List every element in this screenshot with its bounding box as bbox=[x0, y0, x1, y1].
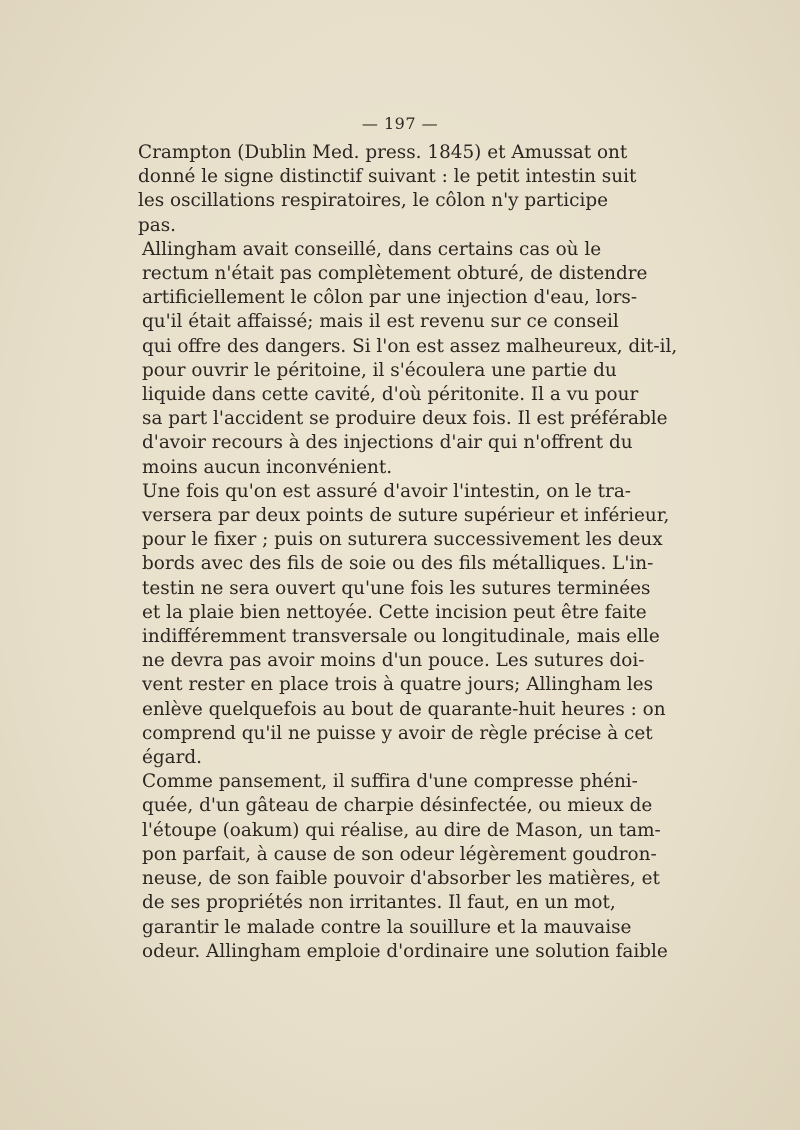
text-line: sa part l'accident se produire deux fois. Il est préférable bbox=[142, 408, 668, 430]
paragraph bbox=[118, 238, 678, 480]
text-line: comprend qu'il ne puisse y avoir de règle précise à cet bbox=[142, 722, 653, 744]
text-line: d'avoir recours à des injections d'air qui n'offrent du bbox=[142, 432, 633, 454]
text-line: indifféremment transversale ou longitudinale, mais elle bbox=[142, 626, 660, 648]
text-line: Une fois qu'on est assuré d'avoir l'intestin, on le tra- bbox=[142, 480, 632, 502]
text-line: garantir le malade contre la souillure et la mauvaise bbox=[142, 916, 632, 938]
text-line: l'étoupe (oakum) qui réalise, au dire de Mason, un tam- bbox=[142, 819, 661, 841]
text-line: neuse, de son faible pouvoir d'absorber les matières, et bbox=[142, 868, 660, 890]
text-line: ne devra pas avoir moins d'un pouce. Les sutures doi- bbox=[142, 650, 645, 672]
text-line: égard. bbox=[142, 747, 203, 769]
text-line: bords avec des fils de soie ou des fils métalliques. L'in- bbox=[142, 553, 654, 575]
text-line: quée, d'un gâteau de charpie désinfectée, ou mieux de bbox=[142, 795, 653, 817]
text-line: les oscillations respiratoires, le côlon n'y participe bbox=[138, 190, 609, 212]
text-line: pas. bbox=[138, 214, 177, 236]
text-line: et la plaie bien nettoyée. Cette incision peut être faite bbox=[142, 601, 647, 623]
page-number: — 197 — bbox=[361, 114, 439, 133]
text-line: artificiellement le côlon par une injection d'eau, lors- bbox=[142, 287, 638, 309]
text-line: odeur. Allingham emploie d'ordinaire une solution faible bbox=[142, 940, 668, 962]
text-line: Comme pansement, il suffira d'une compresse phéni- bbox=[142, 771, 638, 793]
text-line: donné le signe distinctif suivant : le petit intestin suit bbox=[138, 166, 637, 188]
text-line: rectum n'était pas complètement obturé, de distendre bbox=[142, 263, 648, 285]
text-line: vent rester en place trois à quatre jours; Allingham les bbox=[142, 674, 654, 696]
text-line: moins aucun inconvénient. bbox=[142, 456, 393, 478]
text-line: qu'il était affaissé; mais il est revenu sur ce conseil bbox=[142, 311, 619, 333]
paragraph bbox=[118, 480, 670, 770]
text-line: qui offre des dangers. Si l'on est assez malheureux, dit-il, bbox=[142, 335, 678, 357]
text-line: pour ouvrir le péritoine, il s'écoulera une partie du bbox=[142, 359, 617, 381]
text-line: pour le fixer ; puis on suturera successivement les deux bbox=[142, 529, 663, 551]
text-line: pon parfait, à cause de son odeur légèrement goudron- bbox=[142, 843, 657, 865]
text-line: versera par deux points de suture supérieur et inférieur, bbox=[142, 505, 670, 527]
paragraph bbox=[118, 141, 637, 238]
text-line: de ses propriétés non irritantes. Il faut, en un mot, bbox=[142, 892, 616, 914]
text-line: testin ne sera ouvert qu'une fois les sutures terminées bbox=[142, 577, 651, 599]
text-line: enlève quelquefois au bout de quarante-huit heures : on bbox=[142, 698, 666, 720]
text-line: liquide dans cette cavité, d'où péritonite. Il a vu pour bbox=[142, 384, 639, 406]
text-line: Crampton (Dublin Med. press. 1845) et Amussat ont bbox=[138, 142, 628, 163]
text-line: Allingham avait conseillé, dans certains cas où le bbox=[142, 238, 602, 260]
body-text bbox=[118, 141, 678, 964]
paragraph bbox=[118, 770, 668, 964]
